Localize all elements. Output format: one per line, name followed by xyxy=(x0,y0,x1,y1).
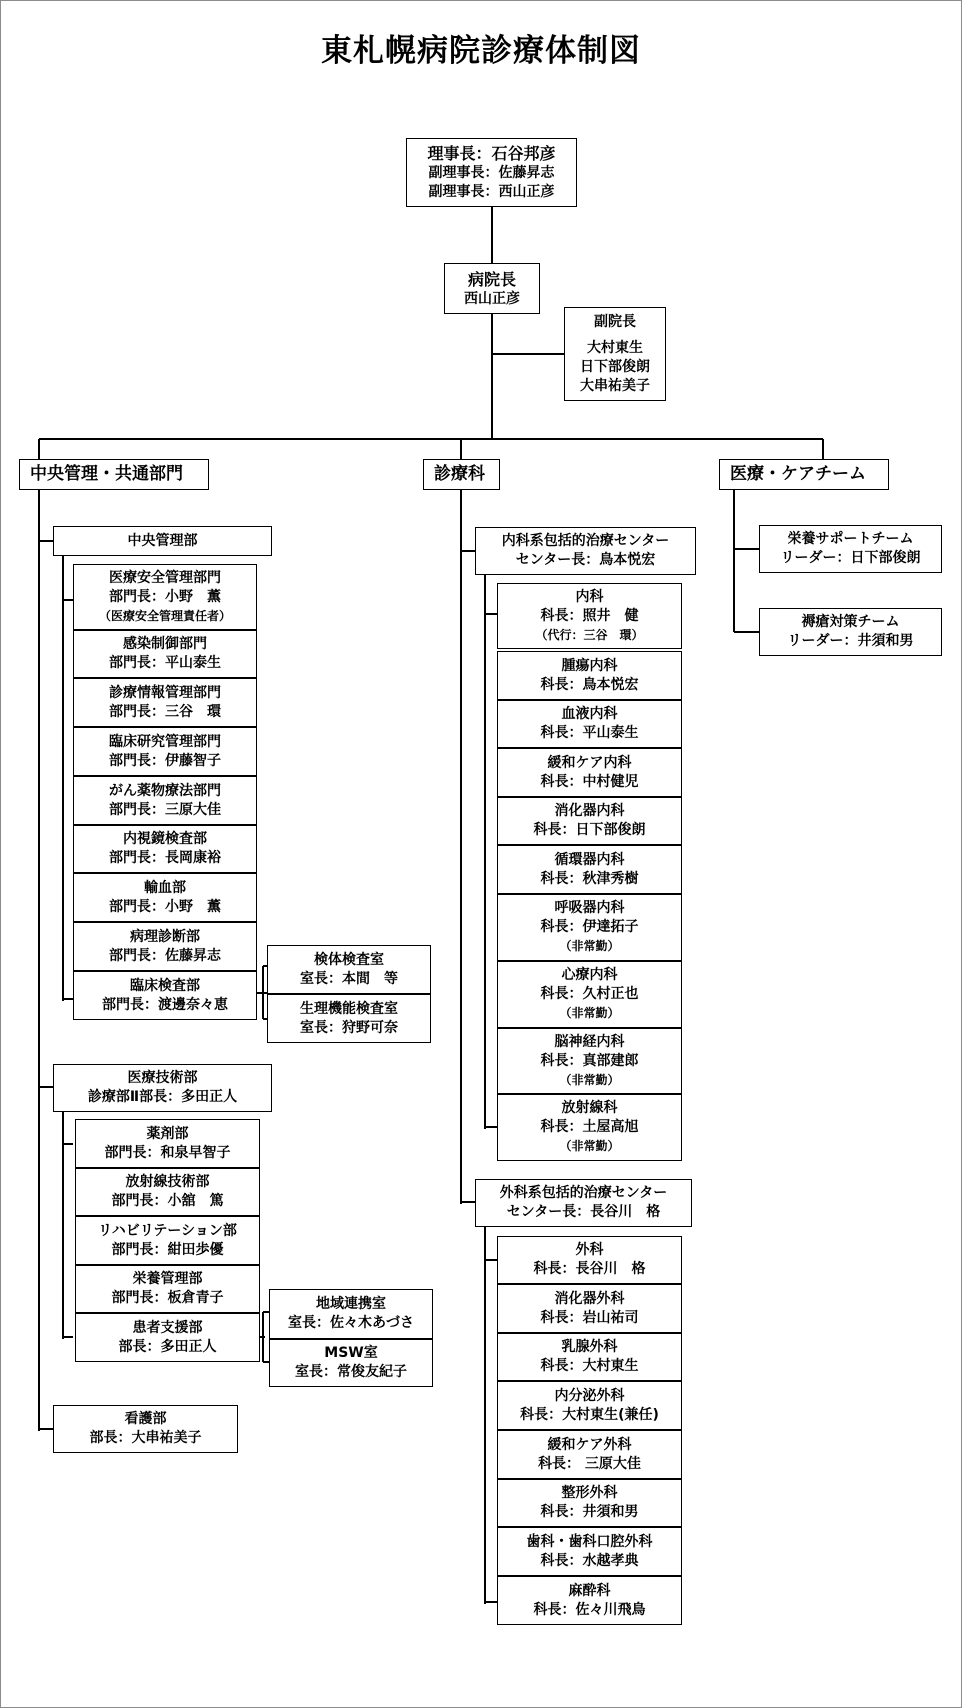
vice-director-box xyxy=(564,307,666,401)
room-head: 室長：佐々木あづさ xyxy=(288,1315,414,1331)
unit-name: 輸血部 xyxy=(144,879,186,896)
med-tech-unit xyxy=(75,1265,260,1313)
dept-name: 緩和ケア外科 xyxy=(547,1436,632,1453)
dept-head: 科長：中村健児 xyxy=(540,773,639,790)
unit-head: 部長：多田正人 xyxy=(118,1338,217,1355)
vice-chairman-2: 副理事長：西山正彦 xyxy=(428,184,555,200)
surgical-dept xyxy=(497,1333,682,1381)
unit-head: 部門長：小舘 篤 xyxy=(111,1193,224,1209)
dept-note: （非常勤） xyxy=(559,1006,620,1020)
center-title: 外科系包括的治療センター xyxy=(499,1185,668,1201)
central-unit xyxy=(73,564,257,630)
surgical-dept xyxy=(497,1576,682,1625)
unit-name: 臨床研究管理部門 xyxy=(109,733,221,750)
surgical-dept xyxy=(497,1527,682,1576)
dept-note: （非常勤） xyxy=(559,1139,620,1153)
unit-name: 薬剤部 xyxy=(146,1125,189,1142)
dept-head: 科長：日下部俊朗 xyxy=(533,822,646,838)
med-tech-head: 診療部Ⅱ部長：多田正人 xyxy=(87,1089,238,1105)
dept-head: 科長：岩山祐司 xyxy=(540,1309,639,1326)
surgical-dept xyxy=(497,1284,682,1333)
dept-name: 歯科・歯科口腔外科 xyxy=(526,1533,653,1550)
vice-name-2: 日下部俊朗 xyxy=(580,358,650,375)
internal-dept xyxy=(497,651,682,700)
unit-head: 部門長：佐藤昇志 xyxy=(109,947,221,964)
team-leader: リーダー：日下部俊朗 xyxy=(780,550,921,566)
nursing-name: 看護部 xyxy=(124,1411,167,1427)
dept-head: 科長：平山泰生 xyxy=(540,725,639,741)
unit-head: 部門長：長岡康裕 xyxy=(109,850,221,866)
dept-name: 整形外科 xyxy=(561,1485,618,1501)
internal-dept xyxy=(497,894,682,961)
dept-name: 放射線科 xyxy=(561,1100,618,1116)
room-head: 室長：狩野可奈 xyxy=(300,1019,398,1036)
unit-name: 病理診断部 xyxy=(130,928,200,945)
unit-name: リハビリテーション部 xyxy=(98,1222,237,1239)
med-tech-unit xyxy=(75,1313,260,1362)
center-head: センター長：鳥本悦宏 xyxy=(515,552,656,568)
dept-head: 科長：井須和男 xyxy=(540,1504,639,1520)
central-mgmt-header: 中央管理部 xyxy=(53,526,272,556)
team-name: 栄養サポートチーム xyxy=(787,531,914,547)
support-room xyxy=(269,1339,433,1387)
unit-name: 医療安全管理部門 xyxy=(109,569,221,586)
dept-name: 腫瘍内科 xyxy=(561,657,618,674)
room-head: 室長：常俊友紀子 xyxy=(295,1364,407,1380)
dept-head: 科長：鳥本悦宏 xyxy=(540,676,639,693)
unit-name: 診療情報管理部門 xyxy=(109,684,221,701)
central-unit xyxy=(73,776,257,825)
surgical-center-header xyxy=(475,1179,692,1227)
dept-head: 科長：長谷川 格 xyxy=(533,1261,646,1277)
internal-dept xyxy=(497,583,682,649)
care-team xyxy=(759,608,942,656)
unit-name: 患者支援部 xyxy=(132,1319,203,1336)
unit-name: がん薬物療法部門 xyxy=(109,782,221,799)
unit-head: 部門長：小野 薫 xyxy=(109,898,221,915)
support-room xyxy=(269,1289,433,1339)
dept-head: 科長：水越孝典 xyxy=(540,1552,639,1569)
dept-head: 科長： 三原大佳 xyxy=(538,1455,641,1472)
dept-name: 内分泌外科 xyxy=(554,1387,625,1404)
chairman: 理事長：石谷邦彦 xyxy=(427,144,556,163)
nursing-box xyxy=(53,1405,238,1453)
med-tech-unit xyxy=(75,1168,260,1216)
lab-room xyxy=(267,994,431,1043)
central-unit xyxy=(73,922,257,971)
dept-name: 緩和ケア内科 xyxy=(547,754,632,771)
vice-name-1: 大村東生 xyxy=(587,339,643,356)
unit-head: 部門長：渡邊奈々恵 xyxy=(102,996,228,1013)
room-head: 室長：本間 等 xyxy=(300,970,398,987)
chart-title: 東札幌病院診療体制図 xyxy=(321,33,641,69)
med-tech-header xyxy=(53,1064,272,1112)
internal-dept xyxy=(497,1094,682,1161)
central-unit xyxy=(73,630,257,678)
unit-head: 部門長：平山泰生 xyxy=(109,655,221,671)
dept-name: 消化器外科 xyxy=(554,1290,625,1307)
unit-name: 栄養管理部 xyxy=(132,1271,203,1287)
internal-center-header xyxy=(475,527,696,575)
dept-head: 科長：久村正也 xyxy=(540,986,639,1002)
dept-head: 科長：大村東生(兼任) xyxy=(520,1406,659,1423)
room-name: MSW室 xyxy=(324,1345,378,1361)
unit-name: 内視鏡検査部 xyxy=(123,831,207,847)
unit-head: 部門長：三谷 環 xyxy=(109,703,221,720)
dept-head: 科長：伊達拓子 xyxy=(540,919,639,935)
unit-head: 部門長：紺田歩優 xyxy=(111,1241,224,1258)
unit-name: 感染制御部門 xyxy=(123,636,207,652)
unit-head: 部門長：三原大佳 xyxy=(109,801,221,818)
med-tech-unit xyxy=(75,1216,260,1265)
dept-head: 科長：照井 健 xyxy=(540,607,639,624)
internal-dept xyxy=(497,700,682,748)
director-title: 病院長 xyxy=(467,269,516,289)
dept-note: （非常勤） xyxy=(559,1072,620,1087)
unit-head: 部門長：伊藤智子 xyxy=(109,752,221,769)
dept-note: （代行：三谷 環） xyxy=(535,627,644,642)
unit-head: 部門長：小野 薫 xyxy=(109,588,221,605)
central-unit xyxy=(73,971,257,1020)
internal-dept xyxy=(497,797,682,845)
dept-name: 麻酔科 xyxy=(568,1582,611,1599)
room-name: 生理機能検査室 xyxy=(300,1000,398,1017)
dept-name: 呼吸器内科 xyxy=(554,900,625,916)
surgical-dept xyxy=(497,1381,682,1430)
unit-head: 部門長：板倉青子 xyxy=(111,1290,224,1306)
dept-name: 消化器内科 xyxy=(554,803,625,819)
internal-dept xyxy=(497,748,682,797)
category-care: 医療・ケアチーム xyxy=(719,459,889,490)
center-head: センター長：長谷川 格 xyxy=(506,1204,661,1220)
dept-name: 循環器内科 xyxy=(554,851,625,868)
med-tech-unit xyxy=(75,1119,260,1168)
internal-dept xyxy=(497,1028,682,1094)
central-unit xyxy=(73,873,257,922)
dept-name: 外科 xyxy=(575,1242,604,1258)
dept-head: 科長：佐々川飛鳥 xyxy=(533,1601,646,1618)
care-team xyxy=(759,525,942,573)
dept-name: 内科 xyxy=(575,588,604,605)
category-central: 中央管理・共通部門 xyxy=(19,459,209,490)
room-name: 検体検査室 xyxy=(314,951,384,968)
director-name: 西山正彦 xyxy=(464,290,520,307)
room-name: 地域連携室 xyxy=(316,1296,386,1312)
central-unit xyxy=(73,678,257,727)
executive-box xyxy=(406,138,577,207)
dept-note: （非常勤） xyxy=(559,939,620,953)
internal-dept xyxy=(497,961,682,1028)
dept-name: 心療内科 xyxy=(561,967,618,983)
med-tech-title: 医療技術部 xyxy=(127,1070,198,1086)
surgical-dept xyxy=(497,1430,682,1479)
center-title: 内科系包括的治療センター xyxy=(501,533,670,549)
central-unit xyxy=(73,727,257,776)
unit-name: 臨床検査部 xyxy=(130,977,200,994)
surgical-dept xyxy=(497,1479,682,1527)
surgical-dept xyxy=(497,1236,682,1284)
central-unit xyxy=(73,825,257,873)
category-clinical: 診療科 xyxy=(423,459,500,490)
unit-head: 部門長：和泉早智子 xyxy=(104,1144,231,1161)
unit-note: （医療安全管理責任者） xyxy=(98,608,231,623)
unit-name: 放射線技術部 xyxy=(125,1174,210,1190)
dept-name: 血液内科 xyxy=(561,706,618,722)
dept-name: 脳神経内科 xyxy=(554,1033,625,1050)
team-leader: リーダー：井須和男 xyxy=(787,633,914,649)
dept-head: 科長：秋津秀樹 xyxy=(540,870,639,887)
dept-head: 科長：真部建郎 xyxy=(540,1052,639,1069)
internal-dept xyxy=(497,845,682,894)
vice-name-3: 大串祐美子 xyxy=(580,377,650,394)
dept-head: 科長：大村東生 xyxy=(540,1358,639,1374)
nursing-head: 部長：大串祐美子 xyxy=(89,1430,202,1446)
hospital-director-box xyxy=(444,263,540,314)
dept-head: 科長：土屋高旭 xyxy=(540,1119,639,1135)
dept-name: 乳腺外科 xyxy=(561,1339,618,1355)
vice-title: 副院長 xyxy=(594,313,636,330)
lab-room xyxy=(267,945,431,994)
vice-chairman-1: 副理事長：佐藤昇志 xyxy=(428,165,555,181)
team-name: 褥瘡対策チーム xyxy=(801,614,900,630)
